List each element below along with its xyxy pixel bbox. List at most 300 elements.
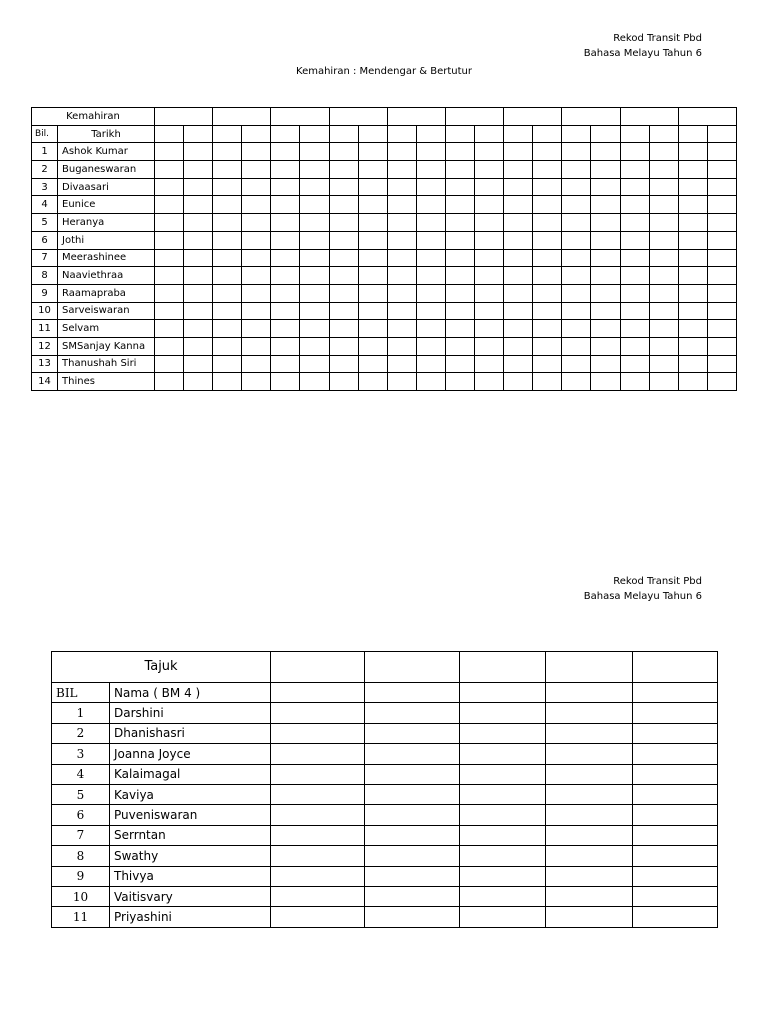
mark-cell[interactable] — [213, 267, 242, 285]
mark-cell[interactable] — [533, 231, 562, 249]
date-slot[interactable] — [213, 125, 242, 143]
mark-cell[interactable] — [445, 355, 474, 373]
mark-cell[interactable] — [504, 284, 533, 302]
mark-cell[interactable] — [707, 214, 736, 232]
mark-cell[interactable] — [271, 703, 365, 723]
mark-cell[interactable] — [678, 320, 707, 338]
date-slot[interactable] — [533, 125, 562, 143]
mark-cell[interactable] — [242, 284, 271, 302]
mark-cell[interactable] — [329, 267, 358, 285]
mark-cell[interactable] — [591, 196, 620, 214]
mark-cell[interactable] — [562, 178, 591, 196]
mark-cell[interactable] — [562, 231, 591, 249]
mark-cell[interactable] — [678, 214, 707, 232]
mark-cell[interactable] — [460, 866, 546, 886]
skill-slot[interactable] — [562, 108, 620, 126]
mark-cell[interactable] — [329, 373, 358, 391]
mark-cell[interactable] — [416, 302, 445, 320]
mark-cell[interactable] — [416, 355, 445, 373]
mark-cell[interactable] — [445, 231, 474, 249]
mark-cell[interactable] — [358, 196, 387, 214]
mark-cell[interactable] — [620, 231, 649, 249]
mark-cell[interactable] — [445, 143, 474, 161]
mark-cell[interactable] — [707, 337, 736, 355]
mark-cell[interactable] — [707, 143, 736, 161]
mark-cell[interactable] — [620, 214, 649, 232]
mark-cell[interactable] — [365, 784, 460, 804]
mark-cell[interactable] — [562, 267, 591, 285]
mark-cell[interactable] — [546, 886, 633, 906]
mark-cell[interactable] — [271, 231, 300, 249]
mark-cell[interactable] — [242, 302, 271, 320]
mark-cell[interactable] — [475, 373, 504, 391]
mark-cell[interactable] — [678, 355, 707, 373]
mark-cell[interactable] — [678, 196, 707, 214]
mark-cell[interactable] — [271, 249, 300, 267]
skill-slot[interactable] — [445, 108, 503, 126]
mark-cell[interactable] — [365, 764, 460, 784]
mark-cell[interactable] — [300, 231, 329, 249]
mark-cell[interactable] — [358, 249, 387, 267]
mark-cell[interactable] — [365, 744, 460, 764]
mark-cell[interactable] — [155, 214, 184, 232]
mark-cell[interactable] — [649, 302, 678, 320]
mark-cell[interactable] — [620, 161, 649, 179]
mark-cell[interactable] — [633, 784, 718, 804]
mark-cell[interactable] — [329, 320, 358, 338]
mark-cell[interactable] — [242, 249, 271, 267]
mark-cell[interactable] — [533, 249, 562, 267]
mark-cell[interactable] — [445, 249, 474, 267]
mark-cell[interactable] — [533, 320, 562, 338]
date-slot[interactable] — [329, 125, 358, 143]
mark-cell[interactable] — [460, 886, 546, 906]
mark-cell[interactable] — [504, 178, 533, 196]
mark-cell[interactable] — [213, 231, 242, 249]
mark-cell[interactable] — [300, 267, 329, 285]
mark-cell[interactable] — [546, 703, 633, 723]
mark-cell[interactable] — [475, 231, 504, 249]
mark-cell[interactable] — [213, 143, 242, 161]
mark-cell[interactable] — [562, 143, 591, 161]
mark-cell[interactable] — [546, 723, 633, 743]
mark-cell[interactable] — [300, 337, 329, 355]
mark-cell[interactable] — [591, 373, 620, 391]
skill-slot[interactable] — [213, 108, 271, 126]
mark-cell[interactable] — [678, 231, 707, 249]
mark-cell[interactable] — [533, 267, 562, 285]
mark-cell[interactable] — [213, 373, 242, 391]
mark-cell[interactable] — [445, 302, 474, 320]
mark-cell[interactable] — [649, 355, 678, 373]
mark-cell[interactable] — [387, 373, 416, 391]
mark-cell[interactable] — [533, 284, 562, 302]
mark-cell[interactable] — [329, 214, 358, 232]
mark-cell[interactable] — [271, 886, 365, 906]
mark-cell[interactable] — [504, 337, 533, 355]
topic-slot[interactable] — [633, 652, 718, 683]
mark-cell[interactable] — [633, 805, 718, 825]
mark-cell[interactable] — [300, 214, 329, 232]
mark-cell[interactable] — [358, 284, 387, 302]
mark-cell[interactable] — [546, 784, 633, 804]
mark-cell[interactable] — [504, 355, 533, 373]
mark-cell[interactable] — [242, 320, 271, 338]
mark-cell[interactable] — [460, 764, 546, 784]
mark-cell[interactable] — [365, 825, 460, 845]
mark-cell[interactable] — [445, 161, 474, 179]
topic-slot[interactable] — [460, 652, 546, 683]
mark-cell[interactable] — [387, 178, 416, 196]
mark-cell[interactable] — [707, 231, 736, 249]
mark-cell[interactable] — [633, 723, 718, 743]
mark-cell[interactable] — [649, 337, 678, 355]
mark-cell[interactable] — [633, 886, 718, 906]
mark-cell[interactable] — [358, 178, 387, 196]
mark-cell[interactable] — [678, 161, 707, 179]
mark-cell[interactable] — [475, 302, 504, 320]
mark-cell[interactable] — [271, 907, 365, 927]
mark-cell[interactable] — [416, 284, 445, 302]
mark-cell[interactable] — [445, 284, 474, 302]
mark-cell[interactable] — [358, 161, 387, 179]
mark-cell[interactable] — [387, 143, 416, 161]
mark-cell[interactable] — [533, 373, 562, 391]
mark-cell[interactable] — [533, 143, 562, 161]
mark-cell[interactable] — [707, 355, 736, 373]
mark-cell[interactable] — [329, 302, 358, 320]
mark-cell[interactable] — [387, 249, 416, 267]
mark-cell[interactable] — [562, 284, 591, 302]
mark-cell[interactable] — [460, 723, 546, 743]
mark-cell[interactable] — [678, 373, 707, 391]
mark-cell[interactable] — [620, 196, 649, 214]
mark-cell[interactable] — [475, 355, 504, 373]
mark-cell[interactable] — [387, 214, 416, 232]
mark-cell[interactable] — [460, 683, 546, 703]
mark-cell[interactable] — [445, 214, 474, 232]
mark-cell[interactable] — [184, 249, 213, 267]
mark-cell[interactable] — [242, 196, 271, 214]
mark-cell[interactable] — [416, 143, 445, 161]
mark-cell[interactable] — [155, 231, 184, 249]
mark-cell[interactable] — [620, 302, 649, 320]
mark-cell[interactable] — [620, 143, 649, 161]
mark-cell[interactable] — [155, 143, 184, 161]
mark-cell[interactable] — [329, 161, 358, 179]
mark-cell[interactable] — [184, 161, 213, 179]
mark-cell[interactable] — [591, 284, 620, 302]
mark-cell[interactable] — [271, 214, 300, 232]
mark-cell[interactable] — [475, 267, 504, 285]
mark-cell[interactable] — [678, 178, 707, 196]
mark-cell[interactable] — [591, 214, 620, 232]
mark-cell[interactable] — [546, 907, 633, 927]
mark-cell[interactable] — [445, 337, 474, 355]
mark-cell[interactable] — [649, 143, 678, 161]
date-slot[interactable] — [184, 125, 213, 143]
mark-cell[interactable] — [546, 764, 633, 784]
mark-cell[interactable] — [155, 302, 184, 320]
mark-cell[interactable] — [329, 196, 358, 214]
mark-cell[interactable] — [358, 143, 387, 161]
mark-cell[interactable] — [300, 284, 329, 302]
mark-cell[interactable] — [300, 161, 329, 179]
mark-cell[interactable] — [358, 337, 387, 355]
mark-cell[interactable] — [271, 178, 300, 196]
mark-cell[interactable] — [416, 249, 445, 267]
mark-cell[interactable] — [633, 907, 718, 927]
mark-cell[interactable] — [184, 355, 213, 373]
mark-cell[interactable] — [591, 355, 620, 373]
mark-cell[interactable] — [504, 231, 533, 249]
mark-cell[interactable] — [184, 214, 213, 232]
mark-cell[interactable] — [620, 373, 649, 391]
mark-cell[interactable] — [445, 373, 474, 391]
mark-cell[interactable] — [155, 337, 184, 355]
mark-cell[interactable] — [416, 267, 445, 285]
mark-cell[interactable] — [358, 373, 387, 391]
date-slot[interactable] — [620, 125, 649, 143]
mark-cell[interactable] — [707, 320, 736, 338]
mark-cell[interactable] — [504, 320, 533, 338]
mark-cell[interactable] — [546, 805, 633, 825]
mark-cell[interactable] — [271, 267, 300, 285]
mark-cell[interactable] — [416, 214, 445, 232]
mark-cell[interactable] — [416, 196, 445, 214]
mark-cell[interactable] — [271, 161, 300, 179]
mark-cell[interactable] — [329, 355, 358, 373]
mark-cell[interactable] — [620, 337, 649, 355]
mark-cell[interactable] — [591, 231, 620, 249]
mark-cell[interactable] — [649, 178, 678, 196]
mark-cell[interactable] — [184, 267, 213, 285]
mark-cell[interactable] — [213, 161, 242, 179]
mark-cell[interactable] — [504, 267, 533, 285]
mark-cell[interactable] — [445, 196, 474, 214]
mark-cell[interactable] — [633, 764, 718, 784]
mark-cell[interactable] — [184, 337, 213, 355]
mark-cell[interactable] — [271, 373, 300, 391]
mark-cell[interactable] — [591, 302, 620, 320]
mark-cell[interactable] — [475, 249, 504, 267]
mark-cell[interactable] — [475, 214, 504, 232]
mark-cell[interactable] — [242, 143, 271, 161]
mark-cell[interactable] — [546, 683, 633, 703]
mark-cell[interactable] — [358, 355, 387, 373]
mark-cell[interactable] — [562, 302, 591, 320]
mark-cell[interactable] — [678, 143, 707, 161]
mark-cell[interactable] — [562, 249, 591, 267]
mark-cell[interactable] — [155, 196, 184, 214]
mark-cell[interactable] — [649, 214, 678, 232]
mark-cell[interactable] — [365, 805, 460, 825]
date-slot[interactable] — [678, 125, 707, 143]
date-slot[interactable] — [300, 125, 329, 143]
mark-cell[interactable] — [678, 267, 707, 285]
mark-cell[interactable] — [591, 161, 620, 179]
topic-slot[interactable] — [271, 652, 365, 683]
mark-cell[interactable] — [358, 214, 387, 232]
mark-cell[interactable] — [633, 683, 718, 703]
mark-cell[interactable] — [546, 846, 633, 866]
mark-cell[interactable] — [387, 284, 416, 302]
mark-cell[interactable] — [633, 825, 718, 845]
mark-cell[interactable] — [460, 703, 546, 723]
mark-cell[interactable] — [271, 355, 300, 373]
mark-cell[interactable] — [416, 320, 445, 338]
mark-cell[interactable] — [184, 284, 213, 302]
mark-cell[interactable] — [184, 178, 213, 196]
mark-cell[interactable] — [329, 143, 358, 161]
mark-cell[interactable] — [213, 196, 242, 214]
date-slot[interactable] — [416, 125, 445, 143]
mark-cell[interactable] — [416, 161, 445, 179]
mark-cell[interactable] — [184, 302, 213, 320]
mark-cell[interactable] — [155, 355, 184, 373]
mark-cell[interactable] — [460, 846, 546, 866]
mark-cell[interactable] — [620, 267, 649, 285]
mark-cell[interactable] — [184, 320, 213, 338]
mark-cell[interactable] — [271, 764, 365, 784]
mark-cell[interactable] — [533, 355, 562, 373]
mark-cell[interactable] — [591, 249, 620, 267]
mark-cell[interactable] — [300, 143, 329, 161]
mark-cell[interactable] — [707, 302, 736, 320]
mark-cell[interactable] — [533, 178, 562, 196]
mark-cell[interactable] — [271, 337, 300, 355]
skill-slot[interactable] — [678, 108, 736, 126]
mark-cell[interactable] — [300, 249, 329, 267]
mark-cell[interactable] — [707, 161, 736, 179]
mark-cell[interactable] — [271, 866, 365, 886]
mark-cell[interactable] — [533, 161, 562, 179]
mark-cell[interactable] — [387, 320, 416, 338]
mark-cell[interactable] — [184, 196, 213, 214]
mark-cell[interactable] — [620, 355, 649, 373]
mark-cell[interactable] — [242, 373, 271, 391]
date-slot[interactable] — [475, 125, 504, 143]
mark-cell[interactable] — [562, 196, 591, 214]
mark-cell[interactable] — [504, 161, 533, 179]
mark-cell[interactable] — [591, 320, 620, 338]
mark-cell[interactable] — [546, 866, 633, 886]
mark-cell[interactable] — [460, 784, 546, 804]
mark-cell[interactable] — [271, 825, 365, 845]
mark-cell[interactable] — [365, 846, 460, 866]
mark-cell[interactable] — [387, 196, 416, 214]
mark-cell[interactable] — [533, 302, 562, 320]
mark-cell[interactable] — [416, 373, 445, 391]
mark-cell[interactable] — [620, 249, 649, 267]
mark-cell[interactable] — [329, 249, 358, 267]
mark-cell[interactable] — [649, 196, 678, 214]
mark-cell[interactable] — [271, 284, 300, 302]
mark-cell[interactable] — [358, 231, 387, 249]
mark-cell[interactable] — [504, 196, 533, 214]
mark-cell[interactable] — [242, 231, 271, 249]
mark-cell[interactable] — [504, 214, 533, 232]
topic-slot[interactable] — [546, 652, 633, 683]
mark-cell[interactable] — [387, 267, 416, 285]
mark-cell[interactable] — [242, 178, 271, 196]
date-slot[interactable] — [387, 125, 416, 143]
mark-cell[interactable] — [475, 196, 504, 214]
mark-cell[interactable] — [591, 337, 620, 355]
mark-cell[interactable] — [533, 196, 562, 214]
mark-cell[interactable] — [562, 337, 591, 355]
mark-cell[interactable] — [649, 249, 678, 267]
mark-cell[interactable] — [475, 161, 504, 179]
mark-cell[interactable] — [213, 178, 242, 196]
mark-cell[interactable] — [242, 214, 271, 232]
mark-cell[interactable] — [416, 337, 445, 355]
mark-cell[interactable] — [707, 267, 736, 285]
mark-cell[interactable] — [707, 178, 736, 196]
mark-cell[interactable] — [271, 302, 300, 320]
date-slot[interactable] — [445, 125, 474, 143]
mark-cell[interactable] — [546, 825, 633, 845]
mark-cell[interactable] — [387, 337, 416, 355]
mark-cell[interactable] — [475, 320, 504, 338]
mark-cell[interactable] — [329, 337, 358, 355]
mark-cell[interactable] — [475, 284, 504, 302]
mark-cell[interactable] — [445, 178, 474, 196]
mark-cell[interactable] — [365, 723, 460, 743]
mark-cell[interactable] — [365, 703, 460, 723]
skill-slot[interactable] — [329, 108, 387, 126]
mark-cell[interactable] — [358, 320, 387, 338]
mark-cell[interactable] — [678, 302, 707, 320]
mark-cell[interactable] — [620, 178, 649, 196]
mark-cell[interactable] — [365, 866, 460, 886]
mark-cell[interactable] — [271, 143, 300, 161]
mark-cell[interactable] — [678, 337, 707, 355]
mark-cell[interactable] — [633, 744, 718, 764]
mark-cell[interactable] — [533, 337, 562, 355]
mark-cell[interactable] — [300, 196, 329, 214]
mark-cell[interactable] — [300, 302, 329, 320]
mark-cell[interactable] — [242, 267, 271, 285]
mark-cell[interactable] — [707, 196, 736, 214]
mark-cell[interactable] — [242, 337, 271, 355]
mark-cell[interactable] — [562, 373, 591, 391]
mark-cell[interactable] — [300, 373, 329, 391]
skill-slot[interactable] — [620, 108, 678, 126]
mark-cell[interactable] — [591, 178, 620, 196]
mark-cell[interactable] — [707, 373, 736, 391]
mark-cell[interactable] — [155, 320, 184, 338]
mark-cell[interactable] — [213, 302, 242, 320]
mark-cell[interactable] — [213, 320, 242, 338]
mark-cell[interactable] — [546, 744, 633, 764]
mark-cell[interactable] — [504, 302, 533, 320]
mark-cell[interactable] — [562, 320, 591, 338]
mark-cell[interactable] — [358, 267, 387, 285]
mark-cell[interactable] — [460, 825, 546, 845]
mark-cell[interactable] — [271, 320, 300, 338]
mark-cell[interactable] — [155, 249, 184, 267]
mark-cell[interactable] — [155, 284, 184, 302]
skill-slot[interactable] — [155, 108, 213, 126]
mark-cell[interactable] — [416, 178, 445, 196]
mark-cell[interactable] — [155, 161, 184, 179]
mark-cell[interactable] — [387, 231, 416, 249]
date-slot[interactable] — [504, 125, 533, 143]
mark-cell[interactable] — [504, 373, 533, 391]
mark-cell[interactable] — [387, 355, 416, 373]
date-slot[interactable] — [155, 125, 184, 143]
